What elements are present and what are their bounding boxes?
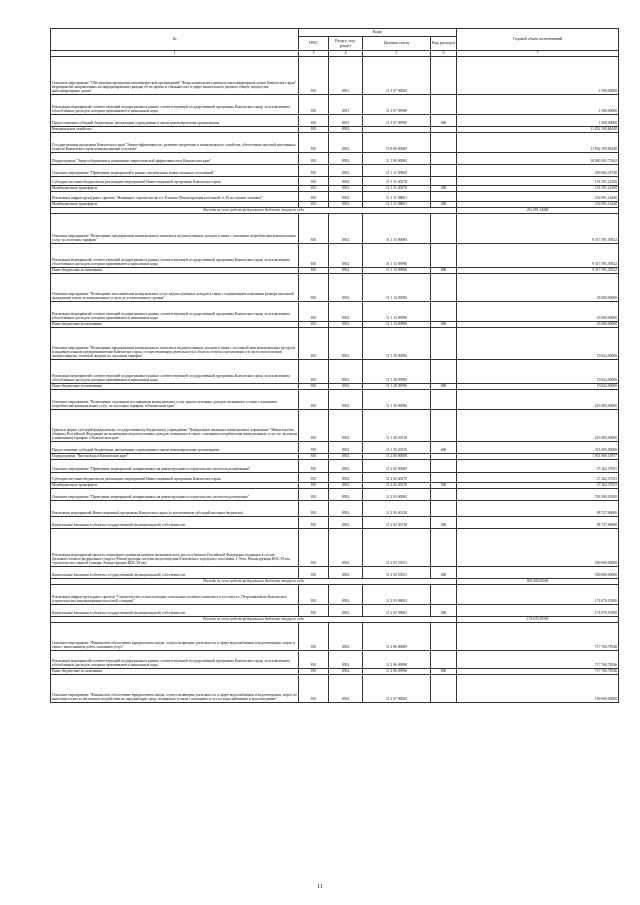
- row-description: Государственная программа Камчатского края "Энергоэффективность, развитие энергетики и коммунального хозяйства, обеспечение жителей населенных пунктов Камчатского края коммунальными услугами": [51, 132, 299, 152]
- row-target-article: 11 1 13 09990: [363, 267, 431, 273]
- table-row: [51, 273, 619, 301]
- row-amount: 717 760,78546: [457, 668, 619, 674]
- row-expense-type: [431, 674, 457, 702]
- row-expense-type: [431, 213, 457, 243]
- header-col-3: 3: [299, 51, 329, 57]
- table-row: [51, 516, 619, 528]
- row-target-article: 11 1 11 40270: [363, 185, 431, 191]
- row-description: Реализация инфраструктурного проекта "Строительство и эксплуатация госпитально-полевого комплекса и поселка в г. Петропавловске-Камчатском (строительство канализационно-насосной станции)": [51, 584, 299, 604]
- row-target-article: 11 1 14 09990: [363, 321, 431, 327]
- table-row: [51, 409, 619, 441]
- row-amount: 9 317 591,39522: [457, 243, 619, 267]
- header-exp-type: Вид расходов: [431, 37, 457, 51]
- row-target-article: 11 2 03 00000: [363, 488, 431, 500]
- table-row: [51, 500, 619, 516]
- row-description: Предоставление субсидий бюджетным, автономным учреждениям и иным некоммерческим организациям: [51, 441, 299, 453]
- row-description: Реализация мероприятий соответствующей подпрограммы в рамках соответствующей государственной программы Камчатского края, за исключением обособленных расходов, которым присваиваются уникальные коды: [51, 650, 299, 668]
- table-row: [51, 472, 619, 482]
- row-section: 0502: [329, 126, 363, 132]
- row-expense-type: 500: [431, 201, 457, 207]
- table-row: [51, 191, 619, 201]
- row-section: 0502: [329, 459, 363, 472]
- row-amount: 216 405,00000: [457, 441, 619, 453]
- row-amount: 27 262,37931: [457, 482, 619, 488]
- table-row: [51, 441, 619, 453]
- row-description: Основное мероприятие "Проведение мероприятий, направленных на реконструкцию и строительство систем водоснабжения": [51, 459, 299, 472]
- note-text: Расходы за счет средств федерального бюджета текущего года: [51, 616, 457, 622]
- row-target-article: 11 2 03 98002: [363, 604, 431, 616]
- row-grbs: 810: [299, 321, 329, 327]
- header-col-7: 7: [457, 51, 619, 57]
- row-grbs: 810: [299, 441, 329, 453]
- row-grbs: 810: [299, 56, 329, 94]
- row-section: 0502: [329, 472, 363, 482]
- table-row: [51, 488, 619, 500]
- row-expense-type: [431, 500, 457, 516]
- row-description: Субсидии местным бюджетам на реализацию мероприятий Инвестиционной программы Камчатского края: [51, 472, 299, 482]
- row-expense-type: 800: [431, 668, 457, 674]
- row-description: Основное мероприятие "Обеспечение проведения некоммерческой организацией "Фонд капитального ремонта многоквартирных домов Камчатского края" мероприятий, направленных на информирование граждан об их правах и обязанностях в сфере капитального ремонта общего имущества многоквартирных домов": [51, 56, 299, 94]
- header-col-5: 5: [363, 51, 431, 57]
- row-grbs: 810: [299, 389, 329, 409]
- header-col-6: 6: [431, 51, 457, 57]
- row-target-article: 11 1 13 00000: [363, 213, 431, 243]
- table-row: [51, 459, 619, 472]
- row-section: 0502: [329, 164, 363, 176]
- row-expense-type: [431, 94, 457, 114]
- row-expense-type: 800: [431, 383, 457, 389]
- row-grbs: 810: [299, 622, 329, 650]
- row-target-article: 11 1 14 09990: [363, 301, 431, 321]
- row-target-article: 11 3 07 00000: [363, 56, 431, 94]
- table-row: [51, 566, 619, 578]
- header-section: Раздел, под-раздел: [329, 37, 363, 51]
- header-codes: Коды: [299, 29, 457, 37]
- row-expense-type: 400: [431, 516, 457, 528]
- row-section: 0502: [329, 566, 363, 578]
- row-target-article: 11 1 30 20310: [363, 441, 431, 453]
- row-section: 0502: [329, 441, 363, 453]
- row-expense-type: 600: [431, 441, 457, 453]
- row-amount: 10 000 301,75262: [457, 152, 619, 164]
- row-target-article: 11 3 07 09990: [363, 94, 431, 114]
- row-description: Капитальные вложения в объекты государственной (муниципальной) собственности: [51, 604, 299, 616]
- row-target-article: 11 2 03 55051: [363, 528, 431, 566]
- row-grbs: 810: [299, 516, 329, 528]
- row-section: 0502: [329, 389, 363, 409]
- row-amount: 43 000,00000: [457, 301, 619, 321]
- row-description: Реализация мероприятий соответствующей подпрограммы в рамках соответствующей государственной программы Камчатского края, за исключением обособленных расходов, которым присваиваются уникальные коды: [51, 94, 299, 114]
- row-amount: 151 591,21300: [457, 176, 619, 185]
- row-amount: 717 760,78546: [457, 622, 619, 650]
- table-row: [51, 114, 619, 126]
- row-description: Основное мероприятие "Финансовое обеспечение юридическим лицам, осуществляющим деятельность в сфере водоснабжения и водоотведения, затрат в связи с выполнением работ, оказанием услуг": [51, 622, 299, 650]
- row-target-article: 11 2 06 09990: [363, 650, 431, 668]
- row-expense-type: [431, 584, 457, 604]
- row-amount: 717 760,78546: [457, 650, 619, 668]
- row-target-article: 11 1 11 40270: [363, 176, 431, 185]
- row-target-article: 11 1 00 00000: [363, 152, 431, 164]
- row-target-article: 11 1 30 20310: [363, 409, 431, 441]
- row-grbs: 810: [299, 500, 329, 516]
- row-grbs: 810: [299, 301, 329, 321]
- page-number: 11: [317, 884, 323, 890]
- row-grbs: 810: [299, 273, 329, 301]
- note-amount: 500 000,00000: [457, 578, 619, 584]
- row-grbs: 810: [299, 191, 329, 201]
- row-section: 0502: [329, 528, 363, 566]
- row-section: 0502: [329, 301, 363, 321]
- table-row: [51, 56, 619, 94]
- row-section: 0502: [329, 359, 363, 383]
- row-amount: 100 000,00000: [457, 674, 619, 702]
- row-amount: 88 727,86000: [457, 500, 619, 516]
- table-row: [51, 164, 619, 176]
- row-section: 0502: [329, 383, 363, 389]
- row-description: Гранты в форме субсидий федеральному государственному бюджетному учреждению "Центральное жилищно-коммунальное управление" Министерства обороны Российской Федерации на возмещение недополученных доходов, возникших в связи с оказанием потребителям коммунальных услуг по льготным (сниженным) тарифам, в Камчатском крае: [51, 409, 299, 441]
- row-grbs: 810: [299, 528, 329, 566]
- row-section: 0501: [329, 114, 363, 126]
- row-description: Основное мероприятие "Проведение мероприятий в рамках заключенных концессионных соглашений": [51, 164, 299, 176]
- row-description: Межбюджетные трансферты: [51, 201, 299, 207]
- table-row: [51, 132, 619, 152]
- row-amount: 174 670,19300: [457, 584, 619, 604]
- row-expense-type: 400: [431, 604, 457, 616]
- table-row: [51, 528, 619, 566]
- row-description: Реализация мероприятий соответствующей подпрограммы в рамках соответствующей государственной программы Камчатского края, за исключением обособленных расходов, которым присваиваются уникальные коды: [51, 243, 299, 267]
- row-section: 0502: [329, 191, 363, 201]
- row-grbs: 810: [299, 327, 329, 359]
- row-expense-type: 500: [431, 482, 457, 488]
- row-expense-type: [431, 132, 457, 152]
- row-description: Реализация мероприятий соответствующей подпрограммы в рамках соответствующей государственной программы Камчатского края, за исключением обособленных расходов, которым присваиваются уникальные коды: [51, 301, 299, 321]
- row-target-article: 11 2 07 00000: [363, 674, 431, 702]
- row-target-article: 11 3 07 09990: [363, 114, 431, 126]
- row-grbs: 810: [299, 409, 329, 441]
- row-target-article: 11 1 28 00000: [363, 327, 431, 359]
- header-target: Целевая статья: [363, 37, 431, 51]
- row-expense-type: [431, 650, 457, 668]
- document-page: [50, 28, 618, 703]
- row-amount: 1 851 808,10977: [457, 453, 619, 459]
- row-amount: 151 591,21300: [457, 185, 619, 191]
- row-target-article: 11 2 03 55051: [363, 566, 431, 578]
- row-expense-type: 800: [431, 267, 457, 273]
- row-section: 0502: [329, 273, 363, 301]
- row-section: 0502: [329, 409, 363, 441]
- table-row: [51, 327, 619, 359]
- row-section: 0502: [329, 482, 363, 488]
- row-description: Иные бюджетные ассигнования: [51, 321, 299, 327]
- header-grbs: ГРБС: [299, 37, 329, 51]
- row-description: Основное мероприятие "Возмещение исполнителям коммунальных услуг недополученных доходов в связи с ограничением изменения размера вносимой гражданами платы за коммунальные услуги до установленного уровня": [51, 273, 299, 301]
- row-grbs: 810: [299, 668, 329, 674]
- table-row: [51, 243, 619, 267]
- note-text: Расходы за счет средств федерального бюджета текущего года: [51, 207, 457, 213]
- row-target-article: 11 2 03 40130: [363, 500, 431, 516]
- row-grbs: 810: [299, 650, 329, 668]
- row-amount: 216 405,00000: [457, 389, 619, 409]
- row-section: 0502: [329, 584, 363, 604]
- row-expense-type: 600: [431, 114, 457, 126]
- row-target-article: 11 1 11 98001: [363, 201, 431, 207]
- row-target-article: 11 2 03 40130: [363, 516, 431, 528]
- header-col-1: 1: [51, 51, 299, 57]
- row-amount: 1 500,00000: [457, 56, 619, 94]
- row-description: Основное мероприятие "Возмещение предприятиям коммунального комплекса недополученных доходов в связи с оказанием потребителям коммунальных услуг по льготным тарифам": [51, 213, 299, 243]
- row-grbs: 810: [299, 472, 329, 482]
- row-grbs: 810: [299, 152, 329, 164]
- row-description: Реализация мероприятий Инвестиционной программы Камчатского края (за исключением субсидий местным бюджетам): [51, 500, 299, 516]
- row-section: 0502: [329, 185, 363, 191]
- row-section: 0501: [329, 56, 363, 94]
- row-grbs: 810: [299, 94, 329, 114]
- row-amount: 9 317 591,39522: [457, 213, 619, 243]
- row-target-article: 11 2 03 98002: [363, 584, 431, 604]
- row-grbs: 810: [299, 383, 329, 389]
- row-amount: 1 500,00000: [457, 114, 619, 126]
- table-row: [51, 622, 619, 650]
- row-grbs: 810: [299, 359, 329, 383]
- row-expense-type: [431, 409, 457, 441]
- row-target-article: 11 1 11 98001: [363, 191, 431, 201]
- row-description: Капитальные вложения в объекты государственной (муниципальной) собственности: [51, 516, 299, 528]
- row-description: Иные бюджетные ассигнования: [51, 267, 299, 273]
- row-amount: 500 000,00000: [457, 566, 619, 578]
- row-target-article: 11 2 06 09990: [363, 668, 431, 674]
- row-section: 0502: [329, 152, 363, 164]
- row-amount: 27 262,37931: [457, 472, 619, 482]
- row-expense-type: [431, 164, 457, 176]
- row-section: 0502: [329, 622, 363, 650]
- row-expense-type: [431, 528, 457, 566]
- row-amount: 19 622,00000: [457, 327, 619, 359]
- row-expense-type: [431, 243, 457, 267]
- row-expense-type: [431, 459, 457, 472]
- note-amount: 174 670,19300: [457, 616, 619, 622]
- row-description: Межбюджетные трансферты: [51, 482, 299, 488]
- row-amount: 19 622,00000: [457, 359, 619, 383]
- table-row: [51, 604, 619, 616]
- table-row: [51, 94, 619, 114]
- row-grbs: 810: [299, 243, 329, 267]
- row-target-article: 11 1 28 09990: [363, 359, 431, 383]
- row-section: 0502: [329, 267, 363, 273]
- row-expense-type: 800: [431, 321, 457, 327]
- row-description: Иные бюджетные ассигнования: [51, 668, 299, 674]
- row-description: Реализация инфраструктурного проекта "Жилищное строительство в г. Елизово (Реконструкция котельной № 30 на газовое топливо)": [51, 191, 299, 201]
- row-grbs: 810: [299, 132, 329, 152]
- row-expense-type: [431, 359, 457, 383]
- row-description: Реализация мероприятий проекта социального развития центров экономического роста субъектов Российской Федерации, входящих в состав Дальневосточного федерального округа (Реконструкция системы водоотведения Елизовского городского поселения. I Этап. Реконструкция КОС-29 км, строительство главной станции. Реконструкция КНС-29 км): [51, 528, 299, 566]
- row-section: 0502: [329, 327, 363, 359]
- table-row: [51, 176, 619, 185]
- row-target-article: 11 2 06 00000: [363, 622, 431, 650]
- note-text: Расходы за счет средств федерального бюджета текущего года: [51, 578, 457, 584]
- row-amount: 88 727,86000: [457, 516, 619, 528]
- table-row: [51, 301, 619, 321]
- row-description: Коммунальное хозяйство: [51, 126, 299, 132]
- row-target-article: 11 1 13 09990: [363, 243, 431, 267]
- row-description: Основное мероприятие "Проведение мероприятий, направленных на реконструкцию и строительство систем водоотведения": [51, 488, 299, 500]
- row-grbs: 810: [299, 604, 329, 616]
- row-amount: 216 405,00000: [457, 409, 619, 441]
- row-amount: 403 682,35740: [457, 164, 619, 176]
- table-row: [51, 674, 619, 702]
- table-row: [51, 650, 619, 668]
- row-section: 0502: [329, 500, 363, 516]
- row-description: Подпрограмма "Энергосбережение и повышение энергетической эффективности в Камчатском крае": [51, 152, 299, 164]
- note-amount: 252 091,14440: [457, 207, 619, 213]
- row-target-article: 11 2 00 00000: [363, 453, 431, 459]
- row-grbs: 810: [299, 459, 329, 472]
- header-col-4: 4: [329, 51, 363, 57]
- row-expense-type: [431, 327, 457, 359]
- row-description: Подпрограмма "Чистая вода в Камчатском крае": [51, 453, 299, 459]
- row-expense-type: [431, 488, 457, 500]
- row-grbs: 810: [299, 213, 329, 243]
- row-expense-type: [431, 301, 457, 321]
- table-row: [51, 389, 619, 409]
- row-grbs: 810: [299, 185, 329, 191]
- row-section: 0502: [329, 488, 363, 500]
- row-grbs: 810: [299, 201, 329, 207]
- row-description: Капитальные вложения в объекты государственной (муниципальной) собственности: [51, 566, 299, 578]
- row-amount: 27 262,37931: [457, 459, 619, 472]
- row-amount: 9 317 591,39522: [457, 267, 619, 273]
- row-section: 0502: [329, 243, 363, 267]
- row-expense-type: [431, 191, 457, 201]
- table-row: [51, 584, 619, 604]
- row-amount: 43 000,00000: [457, 321, 619, 327]
- row-expense-type: [431, 56, 457, 94]
- row-expense-type: [431, 176, 457, 185]
- row-section: 0502: [329, 668, 363, 674]
- row-section: 0502: [329, 604, 363, 616]
- table-row: [51, 359, 619, 383]
- row-amount: 763 398,05300: [457, 488, 619, 500]
- table-row: [51, 152, 619, 164]
- row-amount: 1 500,00000: [457, 94, 619, 114]
- row-grbs: 810: [299, 114, 329, 126]
- row-target-article: 11 1 11 00000: [363, 164, 431, 176]
- header-amount: Годовой объем ассигнований: [457, 29, 619, 51]
- row-section: 0502: [329, 132, 363, 152]
- row-grbs: 810: [299, 267, 329, 273]
- row-expense-type: 400: [431, 566, 457, 578]
- row-expense-type: [431, 152, 457, 164]
- row-section: 0502: [329, 674, 363, 702]
- row-grbs: 810: [299, 584, 329, 604]
- row-amount: 174 670,19300: [457, 604, 619, 616]
- row-description: Иные бюджетные ассигнования: [51, 383, 299, 389]
- table-row: [51, 213, 619, 243]
- header-num: №: [51, 29, 299, 51]
- row-grbs: 810: [299, 566, 329, 578]
- row-amount: 19 622,00000: [457, 383, 619, 389]
- row-target-article: 11 2 02 40270: [363, 482, 431, 488]
- row-description: Основное мероприятие "Возмещение отдельным поставщикам коммунальных услуг недополученных доходов, возникших в связи с оказанием потребителям коммунальных услуг по льготным тарифам, в Камчатском крае": [51, 389, 299, 409]
- row-description: Субсидии местным бюджетам на реализацию мероприятий Инвестиционной программы Камчатского края: [51, 176, 299, 185]
- row-grbs: 810: [299, 482, 329, 488]
- row-grbs: 810: [299, 126, 329, 132]
- row-amount: 500 000,00000: [457, 528, 619, 566]
- row-grbs: 810: [299, 176, 329, 185]
- row-expense-type: [431, 472, 457, 482]
- row-target-article: 11 1 14 00000: [363, 273, 431, 301]
- row-section: 0502: [329, 650, 363, 668]
- budget-table: [50, 28, 619, 703]
- row-section: 0502: [329, 453, 363, 459]
- row-description: Предоставление субсидий бюджетным, автономным учреждениям и иным некоммерческим организациям: [51, 114, 299, 126]
- row-section: 0502: [329, 213, 363, 243]
- row-target-article: 11 1 28 09990: [363, 383, 431, 389]
- row-description: Основное мероприятие "Финансовое обеспечение юридическим лицам, осуществляющим деятельность в сфере водоснабжения и водоотведения, затрат по внесению платы за негативное воздействие на окружающую среду, возникших в связи с оказанием услуг по водоснабжению и водоотведению": [51, 674, 299, 702]
- row-expense-type: [431, 389, 457, 409]
- row-expense-type: 500: [431, 185, 457, 191]
- row-grbs: 810: [299, 453, 329, 459]
- row-section: 0501: [329, 94, 363, 114]
- row-target-article: 11 0 00 00000: [363, 132, 431, 152]
- table-body: [51, 56, 619, 702]
- row-section: 0502: [329, 201, 363, 207]
- row-grbs: 810: [299, 164, 329, 176]
- row-target-article: 11 1 30 00000: [363, 389, 431, 409]
- row-target-article: 11 2 02 00000: [363, 459, 431, 472]
- row-section: 0502: [329, 516, 363, 528]
- row-expense-type: [431, 622, 457, 650]
- row-section: 0502: [329, 176, 363, 185]
- row-amount: 252 091,14440: [457, 201, 619, 207]
- row-expense-type: [431, 273, 457, 301]
- row-target-article: 11 2 02 40270: [363, 472, 431, 482]
- row-amount: 43 000,00000: [457, 273, 619, 301]
- row-amount: 11 852 109,86240: [457, 132, 619, 152]
- row-section: 0502: [329, 321, 363, 327]
- row-amount: 11 852 109,86240: [457, 126, 619, 132]
- row-grbs: 810: [299, 674, 329, 702]
- row-description: Основное мероприятие "Возмещение предприятиям коммунального комплекса недополученных доходов в связи с поставкой ими коммунальных ресурсов и индивидуальным предпринимателям Камчатского края, осуществляющим деятельность в области отпуска и реализации и в части эксплуатации электроэнергии, тепловой энергии по льготным тарифам": [51, 327, 299, 359]
- row-description: Межбюджетные трансферты: [51, 185, 299, 191]
- row-description: Реализация мероприятий соответствующей подпрограммы в рамках соответствующей государственной программы Камчатского края, за исключением обособленных расходов, которым присваиваются уникальные коды: [51, 359, 299, 383]
- row-amount: 252 091,14440: [457, 191, 619, 201]
- row-grbs: 810: [299, 488, 329, 500]
